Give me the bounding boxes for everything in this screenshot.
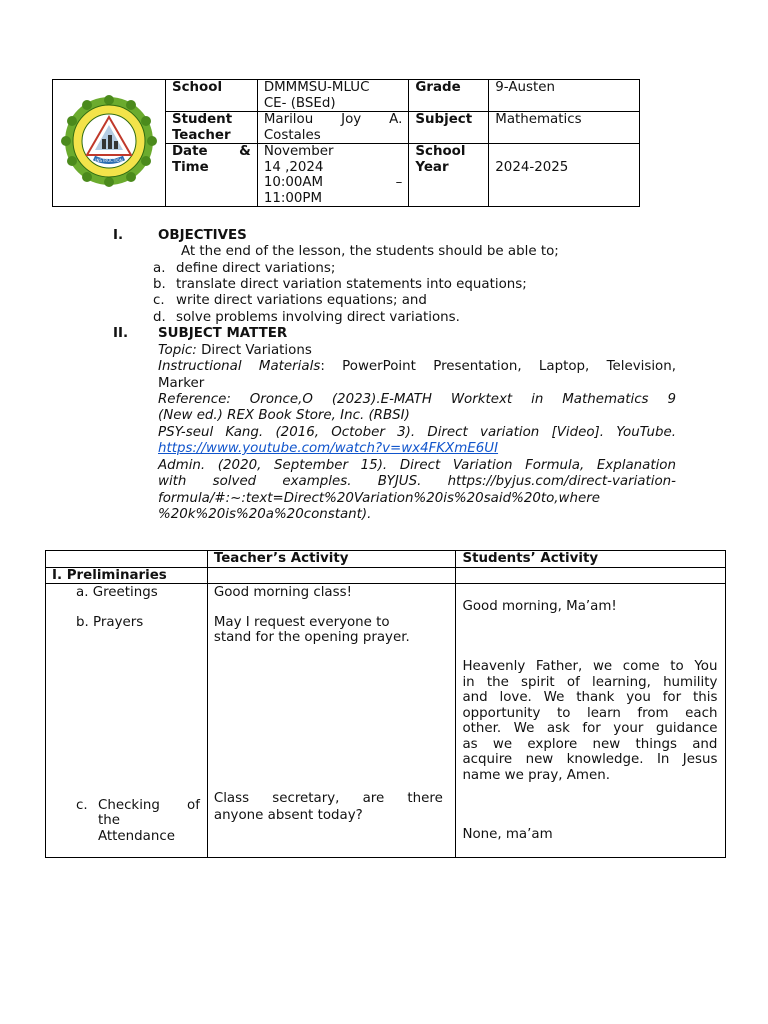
attendance-word: Checking bbox=[98, 798, 160, 813]
teacher-attendance-line: anyone absent today? bbox=[213, 808, 363, 823]
objective-letter: d. bbox=[153, 310, 166, 325]
school-logo bbox=[53, 80, 166, 207]
reference-line: PSY-seul Kang. (2016, October 3). Direct variation [Video]. YouTube. bbox=[158, 425, 676, 440]
empty-cell bbox=[207, 568, 456, 584]
attendance-of: of bbox=[187, 798, 200, 813]
objectives-heading: OBJECTIVES bbox=[158, 228, 247, 243]
student-teacher-value: Marilou Joy A. Costales bbox=[257, 112, 409, 144]
topic-label: Topic: bbox=[158, 343, 197, 358]
date-time-value: November 14 ,2024 10:00AM – 11:00PM bbox=[257, 144, 409, 207]
objectives-intro: At the end of the lesson, the students should be able to; bbox=[181, 244, 559, 259]
teacher-greeting: Good morning class! bbox=[213, 585, 352, 600]
attendance-letter: c. bbox=[76, 798, 88, 813]
materials-line-2: Marker bbox=[158, 376, 205, 391]
reference-line: with solved examples. BYJUS. https://byjus.com/direct-variation- bbox=[158, 474, 676, 489]
teacher-activity-header: Teacher’s Activity bbox=[207, 551, 456, 568]
students-activity-cell bbox=[456, 584, 726, 858]
student-prayer-line: other. We ask for your guidance bbox=[462, 721, 718, 736]
objective-item: solve problems involving direct variations. bbox=[176, 310, 460, 325]
objective-letter: c. bbox=[153, 293, 165, 308]
reference-line: %20k%20is%20a%20constant). bbox=[158, 507, 372, 522]
school-label: School bbox=[165, 80, 257, 112]
students-activity-header: Students’ Activity bbox=[456, 551, 726, 568]
empty-cell bbox=[456, 568, 726, 584]
school-seal-icon bbox=[57, 95, 161, 187]
greetings-label: a. Greetings bbox=[76, 585, 158, 600]
topic-line bbox=[158, 343, 312, 359]
student-prayer-line: Heavenly Father, we come to You bbox=[462, 659, 718, 674]
subject-matter-numeral: II. bbox=[113, 326, 129, 341]
materials-label: Instructional Materials bbox=[158, 359, 321, 374]
preliminaries-items-cell bbox=[46, 584, 208, 858]
grade-value: 9-Austen bbox=[489, 80, 640, 112]
student-attendance: None, ma’am bbox=[462, 827, 553, 842]
objective-item: translate direct variation statements into equations; bbox=[176, 277, 527, 292]
youtube-link[interactable]: https://www.youtube.com/watch?v=wx4FKXmE6UI bbox=[158, 441, 499, 456]
topic-value: Direct Variations bbox=[196, 343, 312, 358]
teacher-attendance-line: Class secretary, are there bbox=[213, 791, 443, 806]
teacher-prayer-line: May I request everyone to bbox=[213, 615, 390, 630]
student-prayer-line: and love. We thank you for this bbox=[462, 690, 718, 705]
subject-label: Subject bbox=[409, 112, 489, 144]
objective-item: define direct variations; bbox=[176, 261, 336, 276]
objectives-numeral: I. bbox=[113, 228, 124, 243]
subject-value: Mathematics bbox=[489, 112, 640, 144]
objective-item: write direct variations equations; and bbox=[176, 293, 427, 308]
school-value: DMMMSU-MLUC CE- (BSEd) bbox=[257, 80, 409, 112]
student-greeting: Good morning, Ma’am! bbox=[462, 599, 617, 614]
objective-letter: a. bbox=[153, 261, 166, 276]
svg-text:INSTRUCTION: INSTRUCTION bbox=[95, 157, 123, 163]
lesson-header-table bbox=[52, 79, 640, 207]
student-prayer-line: name we pray, Amen. bbox=[462, 767, 610, 783]
attendance-word: Attendance bbox=[98, 829, 175, 844]
school-year-value: 2024-2025 bbox=[489, 144, 640, 207]
materials-line bbox=[158, 359, 676, 375]
student-prayer-line: as we explore new things and bbox=[462, 736, 718, 752]
prayers-label: b. Prayers bbox=[76, 615, 144, 630]
reference-line: Admin. (2020, September 15). Direct Variation Formula, Explanation bbox=[158, 458, 676, 473]
student-prayer-line: opportunity to learn from each bbox=[462, 705, 718, 721]
student-prayer-line: in the spirit of learning, humility bbox=[462, 674, 718, 690]
attendance-the: the bbox=[98, 813, 120, 828]
subject-matter-heading: SUBJECT MATTER bbox=[158, 326, 288, 341]
empty-header-cell bbox=[46, 551, 208, 568]
student-prayer-line: acquire new knowledge. In Jesus bbox=[462, 752, 718, 767]
teacher-activity-cell bbox=[207, 584, 456, 858]
reference-line: Reference: Oronce,O (2023).E-MATH Worktext in Mathematics 9 bbox=[158, 392, 676, 407]
student-teacher-label: Student Teacher bbox=[165, 112, 257, 144]
reference-line: (New ed.) REX Book Store, Inc. (RBSI) bbox=[158, 408, 410, 423]
school-year-label: School Year bbox=[409, 144, 489, 207]
materials-value: : PowerPoint Presentation, Laptop, Television, bbox=[320, 359, 676, 374]
grade-label: Grade bbox=[409, 80, 489, 112]
teacher-prayer-line: stand for the opening prayer. bbox=[213, 630, 410, 645]
date-time-label: Date & Time bbox=[165, 144, 257, 207]
preliminaries-heading: I. Preliminaries bbox=[46, 568, 208, 584]
objective-letter: b. bbox=[153, 277, 166, 292]
activity-table bbox=[45, 550, 726, 858]
reference-line: formula/#:~:text=Direct%20Variation%20is%20said%20to,where bbox=[158, 491, 600, 506]
